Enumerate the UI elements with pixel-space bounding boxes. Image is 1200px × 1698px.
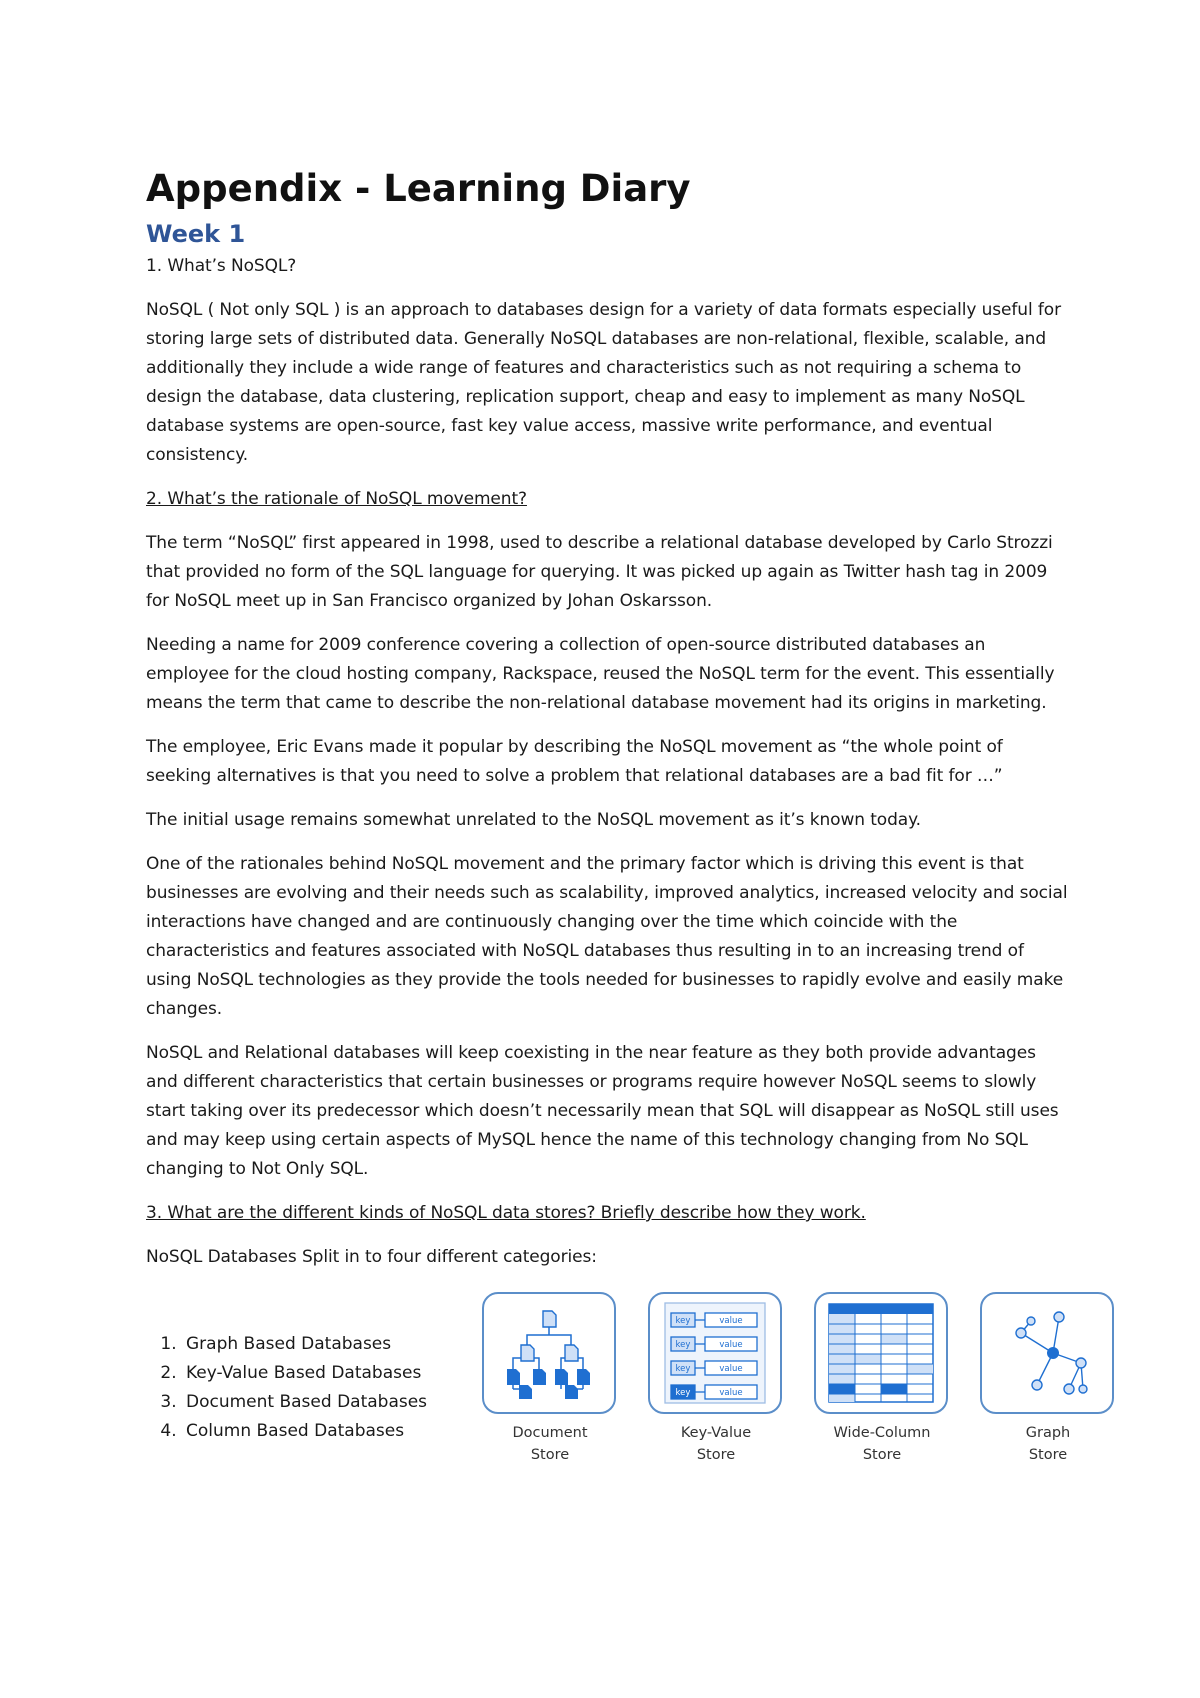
wide-column-store-box bbox=[814, 1292, 948, 1414]
paragraph-3: Needing a name for 2009 conference covering a collection of open-source distributed databases an employee for the cloud hosting company, Rackspace, reused the NoSQL term for the event. This essentially means the term that came to describe the non-relational database movement had its origins in marketing. bbox=[146, 635, 1055, 713]
page-title: Appendix - Learning Diary bbox=[146, 167, 691, 210]
svg-text:value: value bbox=[719, 1316, 743, 1326]
paragraph-8: NoSQL Databases Split in to four different categories: bbox=[146, 1247, 597, 1267]
svg-text:value: value bbox=[719, 1340, 743, 1350]
list-item: 1. Graph Based Databases bbox=[182, 1330, 482, 1359]
list-item: 3. Document Based Databases bbox=[182, 1388, 482, 1417]
svg-text:key: key bbox=[675, 1364, 691, 1374]
document-tree-icon bbox=[499, 1303, 599, 1403]
categories-section bbox=[146, 1292, 1070, 1466]
question-3: 3. What are the different kinds of NoSQL data stores? Briefly describe how they work. bbox=[146, 1203, 866, 1223]
store-figure bbox=[482, 1292, 1116, 1466]
wide-column-icon bbox=[828, 1303, 934, 1403]
store-label: Wide-Column Store bbox=[833, 1425, 931, 1463]
graph-store bbox=[980, 1292, 1116, 1466]
graph-store-box bbox=[980, 1292, 1114, 1414]
svg-text:value: value bbox=[719, 1388, 743, 1398]
wide-column-store bbox=[814, 1292, 950, 1466]
category-list bbox=[146, 1330, 482, 1446]
paragraph-4: The employee, Eric Evans made it popular by describing the NoSQL movement as “the whole point of seeking alternatives is that you need to solve a problem that relational databases are a bad fit for …” bbox=[146, 737, 1003, 786]
question-1: 1. What’s NoSQL? bbox=[146, 256, 297, 276]
paragraph-5: The initial usage remains somewhat unrelated to the NoSQL movement as it’s known today. bbox=[146, 810, 921, 830]
key-value-store-box bbox=[648, 1292, 782, 1414]
paragraph-1: NoSQL ( Not only SQL ) is an approach to databases design for a variety of data formats especially useful for storing large sets of distributed data. Generally NoSQL databases are non-relational, flexible, scalable, and additionally they include a wide range of features and characteristics such as not requiring a schema to design the database, data clustering, replication support, cheap and easy to implement as many NoSQL database systems are open-source, fast key value access, massive write performance, and eventual consistency. bbox=[146, 300, 1061, 465]
key-value-store bbox=[648, 1292, 784, 1466]
question-2: 2. What’s the rationale of NoSQL movement? bbox=[146, 489, 527, 509]
document-store-box bbox=[482, 1292, 616, 1414]
svg-text:key: key bbox=[675, 1340, 691, 1350]
paragraph-6: One of the rationales behind NoSQL movement and the primary factor which is driving this event is that businesses are evolving and their needs such as scalability, improved analytics, increased velocity and social interactions have changed and are continuously changing over the time which coincide with the characteristics and features associated with NoSQL databases thus resulting in to an increasing trend of using NoSQL technologies as they provide the tools needed for businesses to rapidly evolve and easily make changes. bbox=[146, 854, 1068, 1019]
svg-text:key: key bbox=[675, 1316, 691, 1326]
key-value-icon bbox=[663, 1301, 767, 1405]
store-label: Document Store bbox=[512, 1425, 588, 1463]
paragraph-7: NoSQL and Relational databases will keep coexisting in the near feature as they both provide advantages and different characteristics that certain businesses or programs require however NoSQL seems to slowly start taking over its predecessor which doesn’t necessarily mean that SQL will disappear as NoSQL still uses and may keep using certain aspects of MySQL hence the name of this technology changing from No SQL changing to Not Only SQL. bbox=[146, 1043, 1059, 1179]
week-heading: Week 1 bbox=[146, 220, 246, 248]
list-item: 4. Column Based Databases bbox=[182, 1417, 482, 1446]
store-label: Graph Store bbox=[1025, 1425, 1071, 1463]
list-item: 2. Key-Value Based Databases bbox=[182, 1359, 482, 1388]
svg-text:key: key bbox=[675, 1388, 691, 1398]
store-label: Key-Value Store bbox=[680, 1425, 752, 1463]
document-store bbox=[482, 1292, 618, 1466]
paragraph-2: The term “NoSQL” first appeared in 1998, used to describe a relational database developed by Carlo Strozzi that provided no form of the SQL language for querying. It was picked up again as Twitter hash tag in 2009 for NoSQL meet up in San Francisco organized by Johan Oskarsson. bbox=[146, 533, 1053, 611]
svg-text:value: value bbox=[719, 1364, 743, 1374]
graph-icon bbox=[997, 1303, 1097, 1403]
